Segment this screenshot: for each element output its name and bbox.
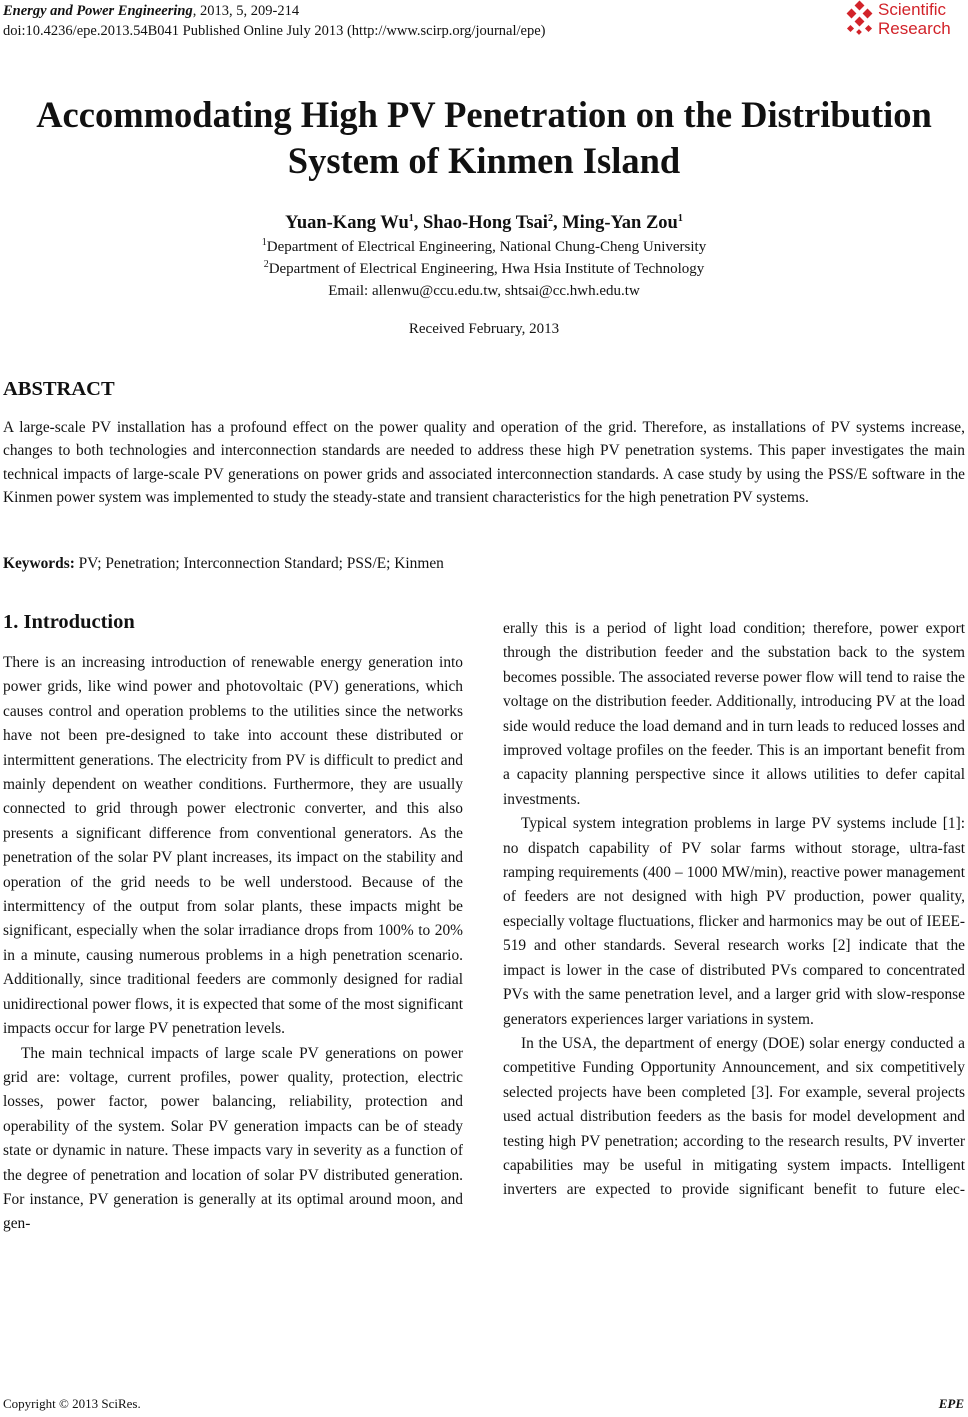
email-line: Email: allenwu@ccu.edu.tw, shtsai@cc.hwh.edu.tw bbox=[328, 283, 640, 299]
paper-title: Accommodating High PV Penetration on the Distribution System of Kinmen Island bbox=[36, 94, 932, 181]
publisher-logo bbox=[842, 0, 964, 40]
section-heading: 1. Introduction bbox=[3, 611, 135, 633]
doi-line: doi:10.4236/epe.2013.54B041 Published Online July 2013 (http://www.scirp.org/journal/epe) bbox=[3, 23, 546, 39]
affiliation: $^1$Department of Electrical Engineering, National Chung-Cheng University bbox=[261, 237, 707, 255]
paragraph: The main technical impacts of large scale PV generations on power grid are: voltage, current profiles, power quality, protection, electric losses, power factor, power balancing, reliability, protection and operability of the system. Solar PV generation impacts can be of steady state or dynamic in nature. These impacts vary in severity as a function of the degree of penetration and location of solar PV distributed generation. For instance, PV generation is generally at its optimal around moon, and gen- bbox=[3, 1044, 463, 1233]
affiliation: $^2$Department of Electrical Engineering, Hwa Hsia Institute of Technology bbox=[263, 259, 705, 277]
abstract-heading: ABSTRACT bbox=[3, 378, 115, 400]
author: Yuan-Kang Wu$^1$, bbox=[285, 212, 423, 233]
paragraph: In the USA, the department of energy (DOE) solar energy conducted a competitive Funding Opportunity Announcement, and six competitively selected projects have been completed [3]. For example, several projects used actual distribution feeders as the basis for model development and testing high PV penetration; according to the research results, PV inverter capabilities may be useful in mitigating system impacts. Intelligent inverters are expected to provide significant benefit to future elec- bbox=[503, 1034, 965, 1199]
paragraph: Typical system integration problems in large PV systems include [1]: no dispatch capability of PV solar farms without storage, ultra-fast ramping requirements (400 – 1000 MW/min), reactive power management of feeders are not designed with high PV production, power quality, especially voltage fluctuations, flicker and harmonics may be out of IEEE-519 and other standards. Several research works [2] indicate that the impact is lower in the case of distributed PVs compared to concentrated PVs with the same penetration level, and a larger grid with slow-response generators experiences larger variations in system. bbox=[503, 815, 965, 1028]
author: Shao-Hong Tsai$^2$, bbox=[422, 212, 563, 233]
volume-info: , 2013, 5, 209-214 bbox=[192, 3, 300, 19]
received-date: Received February, 2013 bbox=[408, 321, 560, 337]
journal-header bbox=[3, 2, 299, 20]
copyright: Copyright © 2013 SciRes. bbox=[3, 1396, 141, 1411]
keywords: Keywords: PV; Penetration; Interconnection Standard; PSS/E; Kinmen bbox=[3, 555, 444, 572]
abstract-body: A large-scale PV installation has a profound effect on the power quality and operation of the grid. Therefore, as installations of PV systems increase, changes to both technologies and interconnection standards are needed to address these high PV penetration systems. This paper investigates the main technical impacts of large-scale PV generations on power grids and associated interconnection standards. A case study by using the PSS/E software in the Kinmen power system was implemented to study the steady-state and transient characteristics for the high penetration PV systems. bbox=[3, 419, 965, 507]
left-column bbox=[3, 651, 463, 1237]
journal-name: Energy and Power Engineering bbox=[3, 3, 193, 19]
logo-text: Scientific Research bbox=[878, 0, 951, 38]
paragraph: There is an increasing introduction of renewable energy generation into power grids, like wind power and photovoltaic (PV) generations, which causes control and operation problems to the utilities since the networks have not been pre-designed to take into account these distributed or intermittent generations. The electricity from PV is difficult to predict and mainly dependent on weather conditions. Furthermore, they are usually connected to grid through power electronic converter, and this also presents a significant difference from conventional generators. As the penetration of the solar PV plant increases, its impact on the stability and operation of the grid needs to be well understood. Because of the intermittency of the output from solar plants, these impacts might be significant, especially when the solar irradiance drops from 100% to 20% in a minute, causing numerous problems in a high penetration scenario. Additionally, since traditional feeders are commonly designed for radial unidirectional power flows, it is expected that some of the most significant impacts occur for large PV penetration levels. bbox=[3, 654, 463, 1038]
author: Ming-Yan Zou$^1$ bbox=[562, 212, 683, 233]
author-list bbox=[0, 211, 968, 235]
journal-abbr: EPE bbox=[938, 1396, 964, 1411]
logo-mark-icon bbox=[842, 1, 878, 37]
right-column bbox=[503, 617, 965, 1203]
paragraph: erally this is a period of light load condition; therefore, power export through the distribution feeder and the substation back to the system becomes possible. The associated reverse power flow will tend to raise the voltage on the distribution feeder. Additionally, introducing PV at the load side would reduce the load demand and in turn leads to reduced losses and improved voltage profiles on the feeder. This is an important benefit from a capacity planning perspective since it allows utilities to defer capital investments. bbox=[503, 620, 965, 808]
